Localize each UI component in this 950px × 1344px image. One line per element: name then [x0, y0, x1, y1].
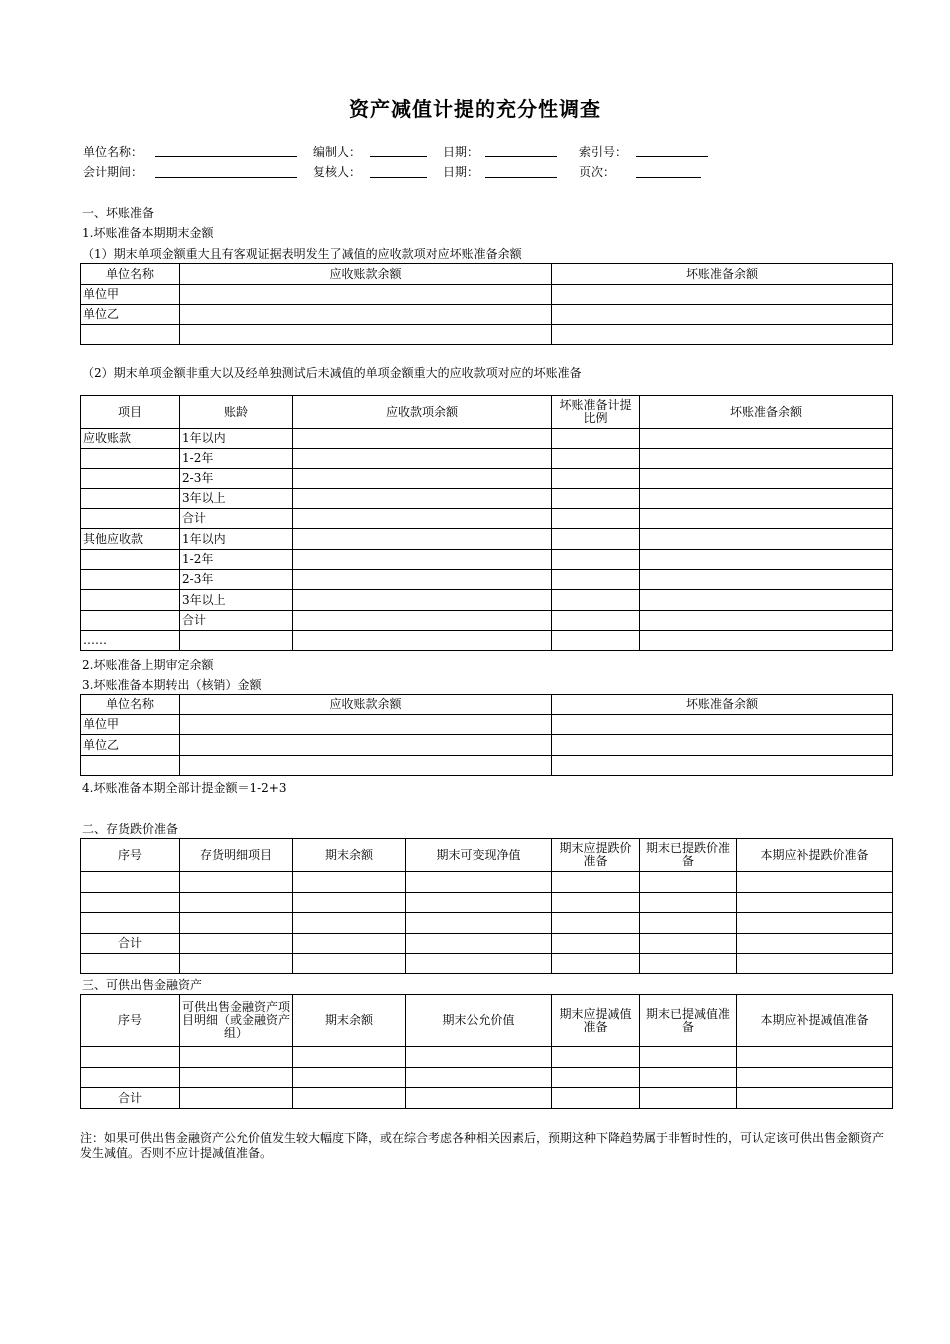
seq-cell — [81, 1068, 180, 1088]
data-cell[interactable] — [180, 1047, 293, 1068]
header-cell: 期末已提减值准备 — [640, 995, 737, 1047]
data-cell[interactable] — [640, 893, 737, 913]
table-row — [81, 590, 893, 611]
table-row — [81, 509, 893, 529]
table-row — [81, 913, 893, 934]
table-row — [81, 529, 893, 550]
unit-name-field[interactable] — [155, 156, 297, 157]
ratio-cell[interactable] — [552, 570, 640, 590]
section-1-sub2: 2.坏账准备上期审定余额 — [82, 658, 214, 672]
data-cell[interactable] — [737, 872, 893, 893]
header-cell: 序号 — [81, 839, 180, 872]
data-cell[interactable] — [552, 1047, 640, 1068]
receivable-cell[interactable] — [293, 449, 552, 469]
ratio-cell[interactable] — [552, 590, 640, 611]
receivable-cell[interactable] — [293, 529, 552, 550]
ratio-cell[interactable] — [552, 631, 640, 651]
data-cell[interactable] — [552, 934, 640, 954]
period-field[interactable] — [155, 177, 297, 178]
total-label-cell: 合计 — [81, 934, 180, 954]
header-cell: 坏账准备余额 — [552, 695, 893, 715]
preparer-label: 编制人： — [313, 145, 362, 159]
header-cell: 期末应提减值准备 — [552, 995, 640, 1047]
page-number-field[interactable] — [636, 177, 701, 178]
table-row — [81, 305, 893, 325]
header-cell: 序号 — [81, 995, 180, 1047]
page-title: 资产减值计提的充分性调查 — [349, 97, 601, 121]
table-row — [81, 735, 893, 756]
receivable-balance-cell[interactable] — [180, 325, 552, 345]
allowance-cell[interactable] — [640, 529, 893, 550]
allowance-balance-cell[interactable] — [552, 735, 893, 756]
receivable-cell[interactable] — [293, 590, 552, 611]
index-label: 索引号： — [579, 145, 628, 159]
data-cell[interactable] — [640, 1088, 737, 1109]
allowance-cell[interactable] — [640, 509, 893, 529]
ratio-cell[interactable] — [552, 489, 640, 509]
header-cell: 单位名称 — [81, 264, 180, 285]
date-label: 日期： — [443, 145, 480, 159]
table-row — [81, 954, 893, 974]
table-row — [81, 449, 893, 469]
period-label: 会计期间： — [83, 165, 144, 179]
aging-cell: 1年以内 — [180, 529, 293, 550]
data-cell[interactable] — [406, 893, 552, 913]
ratio-cell[interactable] — [552, 449, 640, 469]
preparer-field[interactable] — [370, 156, 427, 157]
bad-debt-table-1 — [80, 263, 893, 345]
inventory-table — [80, 838, 893, 974]
data-cell[interactable] — [640, 1047, 737, 1068]
section-1-sub3: 3.坏账准备本期转出（核销）金额 — [82, 678, 262, 692]
reviewer-field[interactable] — [370, 177, 427, 178]
table-row — [81, 469, 893, 489]
afs-assets-table — [80, 994, 893, 1109]
data-cell[interactable] — [737, 934, 893, 954]
aging-cell: 2-3年 — [180, 469, 293, 489]
allowance-balance-cell[interactable] — [552, 305, 893, 325]
section-1-sub4: 4.坏账准备本期全部计提金额＝1-2+3 — [82, 781, 287, 795]
index-field[interactable] — [636, 156, 708, 157]
receivable-cell[interactable] — [293, 469, 552, 489]
data-cell[interactable] — [293, 1088, 406, 1109]
aging-cell: 1-2年 — [180, 550, 293, 570]
ratio-cell[interactable] — [552, 469, 640, 489]
data-cell[interactable] — [737, 1047, 893, 1068]
unit-cell — [81, 756, 180, 776]
receivable-cell[interactable] — [293, 509, 552, 529]
reviewer-label: 复核人： — [313, 165, 362, 179]
footnote: 注：如果可供出售金融资产公允价值发生较大幅度下降，或在综合考虑各种相关因素后，预期这种下降趋势属于非暂时性的，可认定该可供出售金额资产发生减值。否则不应计提减值准备。 — [80, 1131, 885, 1160]
data-cell[interactable] — [552, 893, 640, 913]
data-cell[interactable] — [737, 954, 893, 974]
allowance-cell[interactable] — [640, 611, 893, 631]
aging-cell — [180, 631, 293, 651]
receivable-balance-cell[interactable] — [180, 305, 552, 325]
aging-cell: 合计 — [180, 509, 293, 529]
data-cell[interactable] — [293, 1047, 406, 1068]
total-label-cell: 合计 — [81, 1088, 180, 1109]
item-cell — [81, 489, 180, 509]
data-cell[interactable] — [640, 872, 737, 893]
data-cell[interactable] — [293, 893, 406, 913]
header-cell: 账龄 — [180, 396, 293, 429]
seq-cell — [81, 893, 180, 913]
allowance-balance-cell[interactable] — [552, 285, 893, 305]
seq-cell — [81, 913, 180, 934]
item-cell: 应收账款 — [81, 429, 180, 449]
allowance-balance-cell[interactable] — [552, 325, 893, 345]
header-cell: 应收账款余额 — [180, 695, 552, 715]
item-cell: …… — [81, 631, 180, 651]
header-cell: 可供出售金融资产项目明细（或金融资产组） — [180, 995, 293, 1047]
aging-table — [80, 395, 893, 651]
header-cell: 应收款项余额 — [293, 396, 552, 429]
header-cell: 项目 — [81, 396, 180, 429]
data-cell[interactable] — [180, 893, 293, 913]
item-cell — [81, 611, 180, 631]
data-cell[interactable] — [737, 1068, 893, 1088]
receivable-balance-cell[interactable] — [180, 756, 552, 776]
receivable-balance-cell[interactable] — [180, 285, 552, 305]
data-cell[interactable] — [293, 913, 406, 934]
header-cell: 本期应补提跌价准备 — [737, 839, 893, 872]
data-cell[interactable] — [180, 954, 293, 974]
data-cell[interactable] — [640, 913, 737, 934]
allowance-cell[interactable] — [640, 590, 893, 611]
item-cell: 其他应收款 — [81, 529, 180, 550]
unit-cell: 单位乙 — [81, 735, 180, 756]
receivable-balance-cell[interactable] — [180, 735, 552, 756]
unit-cell: 单位甲 — [81, 285, 180, 305]
table-row — [81, 489, 893, 509]
receivable-cell[interactable] — [293, 550, 552, 570]
data-cell[interactable] — [406, 954, 552, 974]
unit-name-label: 单位名称： — [83, 145, 144, 159]
header-cell: 本期应补提减值准备 — [737, 995, 893, 1047]
allowance-balance-cell[interactable] — [552, 715, 893, 735]
receivable-cell[interactable] — [293, 429, 552, 449]
aging-cell: 3年以上 — [180, 590, 293, 611]
data-cell[interactable] — [552, 913, 640, 934]
ratio-cell[interactable] — [552, 509, 640, 529]
item-cell — [81, 449, 180, 469]
unit-cell: 单位乙 — [81, 305, 180, 325]
data-cell[interactable] — [737, 913, 893, 934]
review-date-field[interactable] — [485, 177, 557, 178]
section-2-title: 二、存货跌价准备 — [82, 822, 179, 836]
allowance-cell[interactable] — [640, 550, 893, 570]
header-cell: 期末余额 — [293, 839, 406, 872]
data-cell[interactable] — [552, 1088, 640, 1109]
date-field[interactable] — [485, 156, 557, 157]
data-cell[interactable] — [180, 934, 293, 954]
header-cell: 应收账款余额 — [180, 264, 552, 285]
ratio-cell[interactable] — [552, 529, 640, 550]
receivable-cell[interactable] — [293, 489, 552, 509]
table-row — [81, 1047, 893, 1068]
seq-cell — [81, 954, 180, 974]
allowance-cell[interactable] — [640, 429, 893, 449]
write-off-table — [80, 694, 893, 776]
table-row — [81, 550, 893, 570]
table-row — [81, 285, 893, 305]
aging-cell: 1年以内 — [180, 429, 293, 449]
allowance-cell[interactable] — [640, 489, 893, 509]
header-cell: 存货明细项目 — [180, 839, 293, 872]
aging-cell: 1-2年 — [180, 449, 293, 469]
header-cell: 期末可变现净值 — [406, 839, 552, 872]
allowance-cell[interactable] — [640, 631, 893, 651]
item-cell — [81, 509, 180, 529]
table-row — [81, 872, 893, 893]
header-cell: 期末公允价值 — [406, 995, 552, 1047]
section-1-title: 一、坏账准备 — [82, 206, 155, 220]
data-cell[interactable] — [552, 954, 640, 974]
header-cell: 坏账准备余额 — [552, 264, 893, 285]
aging-cell: 合计 — [180, 611, 293, 631]
table-row — [81, 570, 893, 590]
header-cell: 期末余额 — [293, 995, 406, 1047]
data-cell[interactable] — [552, 1068, 640, 1088]
header-cell: 期末已提跌价准备 — [640, 839, 737, 872]
ratio-cell[interactable] — [552, 429, 640, 449]
unit-cell: 单位甲 — [81, 715, 180, 735]
receivable-balance-cell[interactable] — [180, 715, 552, 735]
receivable-cell[interactable] — [293, 631, 552, 651]
table-row — [81, 611, 893, 631]
data-cell[interactable] — [406, 1088, 552, 1109]
table-row — [81, 893, 893, 913]
table-row — [81, 429, 893, 449]
item-cell — [81, 469, 180, 489]
table-row — [81, 325, 893, 345]
allowance-cell[interactable] — [640, 570, 893, 590]
data-cell[interactable] — [406, 1047, 552, 1068]
table-row — [81, 756, 893, 776]
ratio-cell[interactable] — [552, 550, 640, 570]
section-1-sub1: 1.坏账准备本期期末金额 — [82, 226, 214, 240]
receivable-cell[interactable] — [293, 611, 552, 631]
seq-cell — [81, 872, 180, 893]
table-row — [81, 715, 893, 735]
unit-cell — [81, 325, 180, 345]
data-cell[interactable] — [180, 913, 293, 934]
data-cell[interactable] — [293, 954, 406, 974]
allowance-cell[interactable] — [640, 469, 893, 489]
header-cell: 单位名称 — [81, 695, 180, 715]
seq-cell — [81, 1047, 180, 1068]
header-cell: 坏账准备计提比例 — [552, 396, 640, 429]
table-row — [81, 1088, 893, 1109]
section-1-para2: （2）期末单项金额非重大以及经单独测试后未减值的单项金额重大的应收款项对应的坏账准备 — [82, 366, 582, 380]
item-cell — [81, 590, 180, 611]
receivable-cell[interactable] — [293, 570, 552, 590]
data-cell[interactable] — [406, 913, 552, 934]
data-cell[interactable] — [737, 1088, 893, 1109]
header-cell: 坏账准备余额 — [640, 396, 893, 429]
data-cell[interactable] — [293, 872, 406, 893]
allowance-cell[interactable] — [640, 449, 893, 469]
data-cell[interactable] — [180, 1088, 293, 1109]
data-cell[interactable] — [406, 934, 552, 954]
data-cell[interactable] — [640, 1068, 737, 1088]
aging-cell: 3年以上 — [180, 489, 293, 509]
table-row — [81, 1068, 893, 1088]
section-1-para1: （1）期末单项金额重大且有客观证据表明发生了减值的应收款项对应坏账准备余额 — [82, 247, 522, 261]
data-cell[interactable] — [406, 872, 552, 893]
section-3-title: 三、可供出售金融资产 — [82, 978, 203, 992]
data-cell[interactable] — [737, 893, 893, 913]
data-cell[interactable] — [406, 1068, 552, 1088]
data-cell[interactable] — [552, 872, 640, 893]
table-row — [81, 934, 893, 954]
ratio-cell[interactable] — [552, 611, 640, 631]
data-cell[interactable] — [180, 872, 293, 893]
review-date-label: 日期： — [443, 165, 480, 179]
allowance-balance-cell[interactable] — [552, 756, 893, 776]
table-row — [81, 631, 893, 651]
aging-cell: 2-3年 — [180, 570, 293, 590]
data-cell[interactable] — [640, 954, 737, 974]
item-cell — [81, 570, 180, 590]
page-number-label: 页次： — [579, 165, 616, 179]
data-cell[interactable] — [640, 934, 737, 954]
data-cell[interactable] — [293, 934, 406, 954]
header-cell: 期末应提跌价准备 — [552, 839, 640, 872]
item-cell — [81, 550, 180, 570]
data-cell[interactable] — [293, 1068, 406, 1088]
data-cell[interactable] — [180, 1068, 293, 1088]
